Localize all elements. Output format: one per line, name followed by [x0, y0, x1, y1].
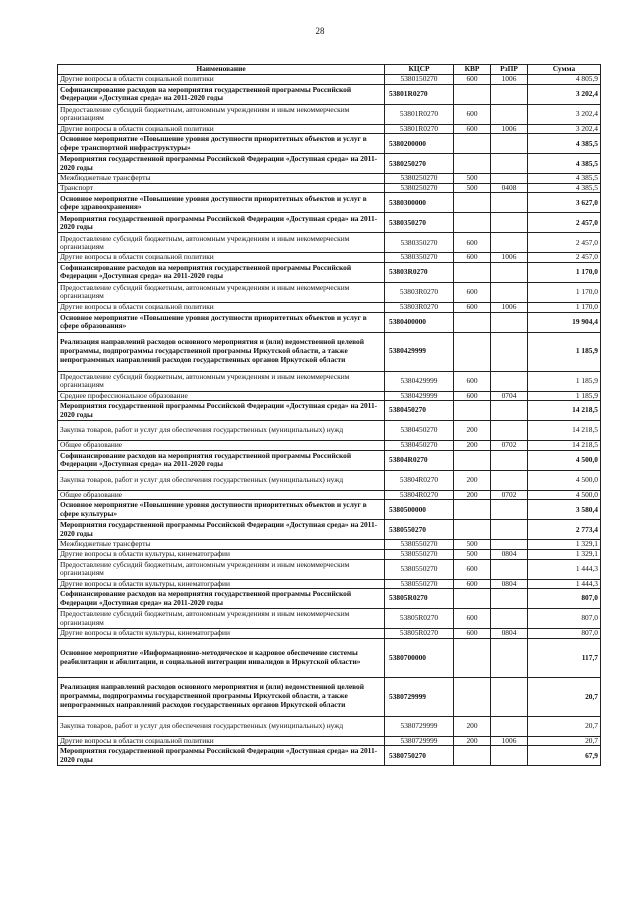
cell-rzpr — [491, 500, 528, 520]
table-row — [58, 262, 601, 282]
cell-sum: 2 457,0 — [528, 213, 601, 233]
cell-name: Мероприятия государственной программы Российской Федерации «Доступная среда» на 2011-2020 годы — [58, 520, 385, 540]
cell-kvr — [454, 213, 491, 233]
cell-sum: 1 185,9 — [528, 371, 601, 391]
cell-name: Закупка товаров, работ и услуг для обеспечения государственных (муниципальных) нужд — [58, 470, 385, 490]
cell-rzpr: 1006 — [491, 302, 528, 312]
cell-sum: 20,7 — [528, 716, 601, 736]
table-row — [58, 746, 601, 766]
cell-rzpr — [491, 540, 528, 550]
cell-kcsr: 5380550270 — [385, 520, 454, 540]
cell-sum: 2 457,0 — [528, 233, 601, 253]
cell-rzpr — [491, 470, 528, 490]
cell-rzpr: 0804 — [491, 579, 528, 589]
cell-rzpr — [491, 84, 528, 104]
cell-name: Предоставление субсидий бюджетным, автономным учреждениям и иным некоммерческим организациям — [58, 282, 385, 302]
cell-kcsr: 5380700000 — [385, 638, 454, 677]
cell-kcsr: 5380550270 — [385, 540, 454, 550]
cell-rzpr — [491, 677, 528, 716]
cell-kcsr: 5380550270 — [385, 549, 454, 559]
table-row — [58, 193, 601, 213]
cell-kcsr: 53803R0270 — [385, 302, 454, 312]
cell-kcsr: 5380729999 — [385, 677, 454, 716]
cell-sum: 1 185,9 — [528, 332, 601, 371]
cell-sum: 4 385,5 — [528, 183, 601, 193]
cell-kvr: 600 — [454, 609, 491, 629]
table-row — [58, 302, 601, 312]
cell-kvr — [454, 332, 491, 371]
table-row — [58, 233, 601, 253]
table-row — [58, 84, 601, 104]
cell-kvr: 200 — [454, 470, 491, 490]
table-row — [58, 500, 601, 520]
table-row — [58, 549, 601, 559]
cell-kvr: 600 — [454, 579, 491, 589]
table-row — [58, 391, 601, 401]
table-row — [58, 716, 601, 736]
cell-rzpr — [491, 401, 528, 421]
cell-kvr — [454, 401, 491, 421]
cell-kvr — [454, 312, 491, 332]
cell-sum: 20,7 — [528, 736, 601, 746]
cell-name: Общее образование — [58, 490, 385, 500]
cell-name: Софинансирование расходов на мероприятия государственной программы Российской Федерации «Доступная среда» на 2011-2020 годы — [58, 84, 385, 104]
cell-rzpr — [491, 332, 528, 371]
cell-kcsr: 5380429999 — [385, 391, 454, 401]
cell-name: Мероприятия государственной программы Российской Федерации «Доступная среда» на 2011-2020 годы — [58, 154, 385, 174]
cell-sum: 4 500,0 — [528, 450, 601, 470]
cell-rzpr: 0804 — [491, 549, 528, 559]
table-row — [58, 638, 601, 677]
cell-kvr: 200 — [454, 490, 491, 500]
cell-name: Другие вопросы в области социальной политики — [58, 736, 385, 746]
cell-rzpr — [491, 104, 528, 124]
cell-name: Предоставление субсидий бюджетным, автономным учреждениям и иным некоммерческим организациям — [58, 104, 385, 124]
table-body — [58, 75, 601, 766]
cell-rzpr — [491, 262, 528, 282]
cell-kvr: 200 — [454, 736, 491, 746]
cell-sum: 14 218,5 — [528, 421, 601, 441]
cell-name: Предоставление субсидий бюджетным, автономным учреждениям и иным некоммерческим организациям — [58, 371, 385, 391]
cell-name: Транспорт — [58, 183, 385, 193]
cell-name: Другие вопросы в области социальной политики — [58, 253, 385, 263]
cell-rzpr: 1006 — [491, 75, 528, 85]
cell-sum: 117,7 — [528, 638, 601, 677]
cell-sum: 2 773,4 — [528, 520, 601, 540]
cell-kvr — [454, 193, 491, 213]
cell-sum: 4 385,5 — [528, 174, 601, 184]
cell-kvr: 600 — [454, 282, 491, 302]
cell-sum: 1 170,0 — [528, 262, 601, 282]
cell-sum: 14 218,5 — [528, 401, 601, 421]
cell-sum: 4 385,5 — [528, 134, 601, 154]
cell-kcsr: 5380400000 — [385, 312, 454, 332]
cell-name: Общее образование — [58, 441, 385, 451]
table-row — [58, 371, 601, 391]
cell-sum: 19 904,4 — [528, 312, 601, 332]
cell-kcsr: 5380250270 — [385, 154, 454, 174]
table-row — [58, 134, 601, 154]
cell-rzpr — [491, 213, 528, 233]
cell-kvr — [454, 589, 491, 609]
cell-kcsr: 53803R0270 — [385, 262, 454, 282]
table-row — [58, 579, 601, 589]
cell-rzpr — [491, 282, 528, 302]
cell-name: Другие вопросы в области социальной политики — [58, 75, 385, 85]
cell-sum: 807,0 — [528, 629, 601, 639]
cell-rzpr — [491, 312, 528, 332]
cell-sum: 20,7 — [528, 677, 601, 716]
header-name: Наименование — [58, 65, 385, 75]
cell-name: Межбюджетные трансферты — [58, 174, 385, 184]
cell-rzpr: 0408 — [491, 183, 528, 193]
cell-sum: 3 202,4 — [528, 84, 601, 104]
cell-sum: 67,9 — [528, 746, 601, 766]
cell-name: Основное мероприятие «Информационно-методическое и кадровое обеспечение системы реабилитации и абилитации, и социальной интеграции инвалидов в Иркутской области» — [58, 638, 385, 677]
cell-kcsr: 5380300000 — [385, 193, 454, 213]
cell-sum: 4 500,0 — [528, 490, 601, 500]
cell-name: Реализация направлений расходов основного мероприятия и (или) ведомственной целевой программы, подпрограммы государственной программы Иркутской области, а также непрограммных направлений расходов государственных органов Иркутской области — [58, 332, 385, 371]
cell-sum: 807,0 — [528, 609, 601, 629]
table-row — [58, 470, 601, 490]
cell-kvr: 600 — [454, 302, 491, 312]
cell-rzpr — [491, 559, 528, 579]
cell-name: Софинансирование расходов на мероприятия государственной программы Российской Федерации «Доступная среда» на 2011-2020 годы — [58, 589, 385, 609]
cell-kcsr: 5380500000 — [385, 500, 454, 520]
cell-sum: 4 385,5 — [528, 154, 601, 174]
table-header — [58, 65, 601, 75]
table-row — [58, 520, 601, 540]
table-row — [58, 736, 601, 746]
cell-sum: 1 444,3 — [528, 579, 601, 589]
budget-table — [57, 64, 601, 766]
cell-kcsr: 5380450270 — [385, 441, 454, 451]
cell-kcsr: 5380750270 — [385, 746, 454, 766]
cell-kcsr: 53805R0270 — [385, 609, 454, 629]
cell-sum: 2 457,0 — [528, 253, 601, 263]
cell-kcsr: 53804R0270 — [385, 470, 454, 490]
cell-name: Закупка товаров, работ и услуг для обеспечения государственных (муниципальных) нужд — [58, 421, 385, 441]
cell-rzpr — [491, 746, 528, 766]
cell-name: Предоставление субсидий бюджетным, автономным учреждениям и иным некоммерческим организациям — [58, 233, 385, 253]
table-row — [58, 282, 601, 302]
cell-kvr — [454, 450, 491, 470]
cell-kvr — [454, 262, 491, 282]
table-row — [58, 450, 601, 470]
table-row — [58, 609, 601, 629]
cell-name: Основное мероприятие «Повышение уровня доступности приоритетных объектов и услуг в сфере здравоохранения» — [58, 193, 385, 213]
cell-kvr: 600 — [454, 104, 491, 124]
cell-rzpr — [491, 716, 528, 736]
cell-sum: 1 444,3 — [528, 559, 601, 579]
cell-sum: 3 202,4 — [528, 104, 601, 124]
cell-rzpr: 0804 — [491, 629, 528, 639]
cell-kcsr: 5380429999 — [385, 332, 454, 371]
table-row — [58, 124, 601, 134]
cell-kcsr: 5380729999 — [385, 716, 454, 736]
cell-kcsr: 53803R0270 — [385, 282, 454, 302]
cell-kcsr: 5380450270 — [385, 401, 454, 421]
cell-kvr — [454, 520, 491, 540]
cell-sum: 3 202,4 — [528, 124, 601, 134]
cell-kcsr: 5380429999 — [385, 371, 454, 391]
cell-name: Софинансирование расходов на мероприятия государственной программы Российской Федерации «Доступная среда» на 2011-2020 годы — [58, 262, 385, 282]
cell-rzpr: 1006 — [491, 736, 528, 746]
cell-kvr — [454, 677, 491, 716]
cell-kvr — [454, 154, 491, 174]
cell-rzpr — [491, 450, 528, 470]
cell-sum: 3 627,0 — [528, 193, 601, 213]
table-row — [58, 559, 601, 579]
cell-name: Предоставление субсидий бюджетным, автономным учреждениям и иным некоммерческим организациям — [58, 609, 385, 629]
table-row — [58, 421, 601, 441]
cell-kvr: 600 — [454, 629, 491, 639]
header-kcsr: КЦСР — [385, 65, 454, 75]
cell-sum: 3 580,4 — [528, 500, 601, 520]
cell-kvr: 200 — [454, 441, 491, 451]
cell-name: Мероприятия государственной программы Российской Федерации «Доступная среда» на 2011-2020 годы — [58, 401, 385, 421]
cell-rzpr — [491, 134, 528, 154]
table-row — [58, 540, 601, 550]
table-row — [58, 332, 601, 371]
cell-kvr: 600 — [454, 233, 491, 253]
table-row — [58, 401, 601, 421]
cell-kvr — [454, 746, 491, 766]
cell-name: Мероприятия государственной программы Российской Федерации «Доступная среда» на 2011-2020 годы — [58, 213, 385, 233]
cell-name: Среднее профессиональное образование — [58, 391, 385, 401]
cell-kvr — [454, 638, 491, 677]
cell-kcsr: 5380350270 — [385, 253, 454, 263]
table-row — [58, 441, 601, 451]
cell-name: Основное мероприятие «Повышение уровня доступности приоритетных объектов и услуг в сфере транспортной инфраструктуры» — [58, 134, 385, 154]
cell-kcsr: 5380200000 — [385, 134, 454, 154]
table-row — [58, 183, 601, 193]
cell-sum: 1 170,0 — [528, 302, 601, 312]
cell-rzpr — [491, 154, 528, 174]
cell-kvr: 600 — [454, 371, 491, 391]
cell-kcsr: 53801R0270 — [385, 84, 454, 104]
cell-name: Софинансирование расходов на мероприятия государственной программы Российской Федерации «Доступная среда» на 2011-2020 годы — [58, 450, 385, 470]
header-sum: Сумма — [528, 65, 601, 75]
header-kvr: КВР — [454, 65, 491, 75]
cell-name: Реализация направлений расходов основного мероприятия и (или) ведомственной целевой программы, подпрограммы государственной программы Иркутской области, а также непрограммных направлений расходов государственных органов Иркутской области — [58, 677, 385, 716]
cell-kvr: 200 — [454, 421, 491, 441]
cell-kcsr: 5380250270 — [385, 183, 454, 193]
cell-rzpr: 0702 — [491, 441, 528, 451]
cell-rzpr — [491, 233, 528, 253]
table-row — [58, 154, 601, 174]
cell-name: Другие вопросы в области культуры, кинематографии — [58, 629, 385, 639]
cell-kcsr: 5380729999 — [385, 736, 454, 746]
cell-name: Закупка товаров, работ и услуг для обеспечения государственных (муниципальных) нужд — [58, 716, 385, 736]
cell-kcsr: 53804R0270 — [385, 490, 454, 500]
cell-sum: 14 218,5 — [528, 441, 601, 451]
cell-kvr: 600 — [454, 75, 491, 85]
cell-kvr: 500 — [454, 174, 491, 184]
cell-rzpr — [491, 174, 528, 184]
cell-kcsr: 53805R0270 — [385, 589, 454, 609]
cell-kcsr: 53805R0270 — [385, 629, 454, 639]
cell-rzpr — [491, 638, 528, 677]
cell-kcsr: 5380550270 — [385, 559, 454, 579]
cell-kcsr: 53804R0270 — [385, 450, 454, 470]
cell-name: Другие вопросы в области социальной политики — [58, 124, 385, 134]
cell-kvr — [454, 84, 491, 104]
cell-rzpr — [491, 193, 528, 213]
cell-rzpr — [491, 421, 528, 441]
table-row — [58, 629, 601, 639]
table-row — [58, 213, 601, 233]
cell-rzpr — [491, 371, 528, 391]
table-row — [58, 312, 601, 332]
table-row — [58, 174, 601, 184]
cell-kvr: 600 — [454, 559, 491, 579]
cell-sum: 1 185,9 — [528, 391, 601, 401]
cell-sum: 1 329,1 — [528, 540, 601, 550]
cell-kcsr: 5380350270 — [385, 233, 454, 253]
table-row — [58, 677, 601, 716]
cell-rzpr — [491, 609, 528, 629]
cell-name: Основное мероприятие «Повышение уровня доступности приоритетных объектов и услуг в сфере культуры» — [58, 500, 385, 520]
cell-kcsr: 5380350270 — [385, 213, 454, 233]
cell-name: Мероприятия государственной программы Российской Федерации «Доступная среда» на 2011-2020 годы — [58, 746, 385, 766]
table-row — [58, 75, 601, 85]
cell-kvr: 600 — [454, 391, 491, 401]
table-row — [58, 104, 601, 124]
cell-kvr: 600 — [454, 124, 491, 134]
cell-sum: 807,0 — [528, 589, 601, 609]
cell-rzpr: 1006 — [491, 124, 528, 134]
cell-kvr: 500 — [454, 549, 491, 559]
cell-kcsr: 5380250270 — [385, 174, 454, 184]
cell-kcsr: 5380550270 — [385, 579, 454, 589]
header-rzpr: РзПР — [491, 65, 528, 75]
cell-kvr: 500 — [454, 540, 491, 550]
cell-name: Другие вопросы в области культуры, кинематографии — [58, 579, 385, 589]
cell-rzpr: 0702 — [491, 490, 528, 500]
cell-sum: 4 500,0 — [528, 470, 601, 490]
cell-name: Межбюджетные трансферты — [58, 540, 385, 550]
cell-kvr: 600 — [454, 253, 491, 263]
cell-kvr: 500 — [454, 183, 491, 193]
cell-kcsr: 53801R0270 — [385, 104, 454, 124]
cell-sum: 4 805,9 — [528, 75, 601, 85]
cell-rzpr — [491, 589, 528, 609]
cell-sum: 1 170,0 — [528, 282, 601, 302]
cell-kcsr: 5380150270 — [385, 75, 454, 85]
cell-kvr — [454, 134, 491, 154]
cell-name: Другие вопросы в области культуры, кинематографии — [58, 549, 385, 559]
cell-name: Предоставление субсидий бюджетным, автономным учреждениям и иным некоммерческим организациям — [58, 559, 385, 579]
table-row — [58, 253, 601, 263]
cell-name: Основное мероприятие «Повышение уровня доступности приоритетных объектов и услуг в сфере образования» — [58, 312, 385, 332]
page-number: 28 — [315, 26, 325, 36]
cell-rzpr: 1006 — [491, 253, 528, 263]
cell-name: Другие вопросы в области социальной политики — [58, 302, 385, 312]
cell-kcsr: 53801R0270 — [385, 124, 454, 134]
cell-rzpr — [491, 520, 528, 540]
cell-rzpr: 0704 — [491, 391, 528, 401]
table-row — [58, 490, 601, 500]
table-row — [58, 589, 601, 609]
cell-sum: 1 329,1 — [528, 549, 601, 559]
cell-kvr: 200 — [454, 716, 491, 736]
cell-kcsr: 5380450270 — [385, 421, 454, 441]
cell-kvr — [454, 500, 491, 520]
